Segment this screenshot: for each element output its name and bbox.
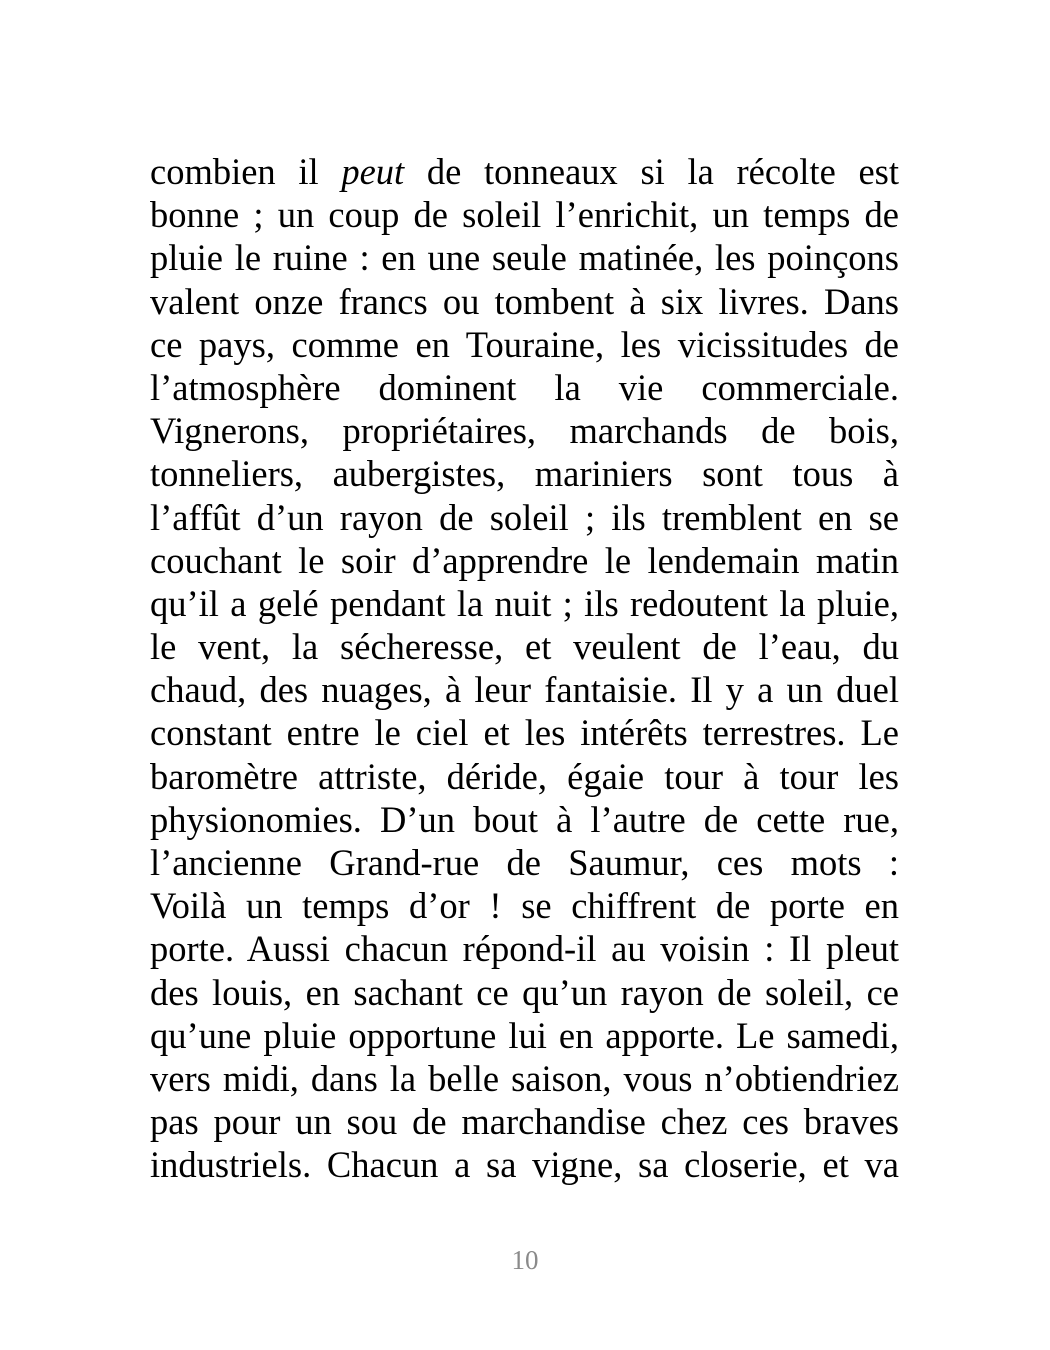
text-segment: physionomies. D’un bout à l’autre de cette rue,	[150, 798, 899, 840]
text-segment: chaud, des nuages, à leur fantaisie. Il y a un duel	[150, 669, 899, 711]
text-segment: peut	[341, 151, 405, 192]
text-line	[150, 711, 899, 754]
text-segment: industriels. Chacun a sa vigne, sa closerie, et va	[150, 1144, 899, 1186]
text-line	[150, 452, 899, 495]
text-segment: ce pays, comme en Touraine, les vicissitudes de	[150, 323, 899, 365]
text-line	[150, 409, 899, 452]
text-segment: pluie le ruine : en une seule matinée, les poinçons	[150, 237, 899, 279]
text-segment: couchant le soir d’apprendre le lendemain matin	[150, 539, 899, 581]
text-segment: le vent, la sécheresse, et veulent de l’eau, du	[150, 626, 899, 668]
body-text	[150, 150, 899, 1187]
text-segment: vers midi, dans la belle saison, vous n’obtiendriez	[150, 1057, 899, 1099]
text-line	[150, 1100, 899, 1143]
text-line	[150, 971, 899, 1014]
text-segment: constant entre le ciel et les intérêts terrestres. Le	[150, 712, 899, 754]
text-line	[150, 366, 899, 409]
text-line	[150, 582, 899, 625]
text-line	[150, 150, 899, 193]
text-segment: de tonneaux si la récolte est	[404, 151, 900, 192]
text-segment: baromètre attriste, déride, égaie tour à tour les	[150, 755, 899, 797]
text-segment: qu’il a gelé pendant la nuit ; ils redoutent la pluie,	[150, 582, 899, 624]
text-line	[150, 625, 899, 668]
text-line	[150, 539, 899, 582]
text-segment: des louis, en sachant ce qu’un rayon de soleil, ce	[150, 971, 899, 1013]
page-number: 10	[511, 1245, 539, 1275]
text-line	[150, 1143, 899, 1186]
text-line	[150, 798, 899, 841]
text-segment: Vignerons, propriétaires, marchands de bois,	[150, 410, 899, 452]
text-segment: l’atmosphère dominent la vie commerciale.	[150, 366, 899, 408]
text-line	[150, 668, 899, 711]
text-segment: porte. Aussi chacun répond-il au voisin : Il pleut	[150, 928, 899, 970]
text-segment: qu’une pluie opportune lui en apporte. Le samedi,	[150, 1014, 899, 1056]
text-segment: pas pour un sou de marchandise chez ces braves	[150, 1101, 899, 1143]
text-line	[150, 280, 899, 323]
text-line	[150, 884, 899, 927]
text-segment: valent onze francs ou tombent à six livres. Dans	[150, 280, 899, 322]
text-segment: combien il	[150, 151, 342, 192]
text-line	[150, 755, 899, 798]
text-segment: Voilà un temps d’or ! se chiffrent de porte en	[150, 885, 899, 927]
text-line	[150, 323, 899, 366]
text-line	[150, 1014, 899, 1057]
text-line	[150, 927, 899, 970]
text-line	[150, 841, 899, 884]
text-segment: tonneliers, aubergistes, mariniers sont tous à	[150, 453, 899, 495]
text-segment: l’affût d’un rayon de soleil ; ils tremblent en se	[150, 496, 899, 538]
text-segment: l’ancienne Grand-rue de Saumur, ces mots :	[150, 842, 899, 883]
text-segment: bonne ; un coup de soleil l’enrichit, un temps de	[150, 194, 899, 236]
text-line	[150, 1057, 899, 1100]
text-line	[150, 496, 899, 539]
text-line	[150, 236, 899, 279]
text-line	[150, 193, 899, 236]
